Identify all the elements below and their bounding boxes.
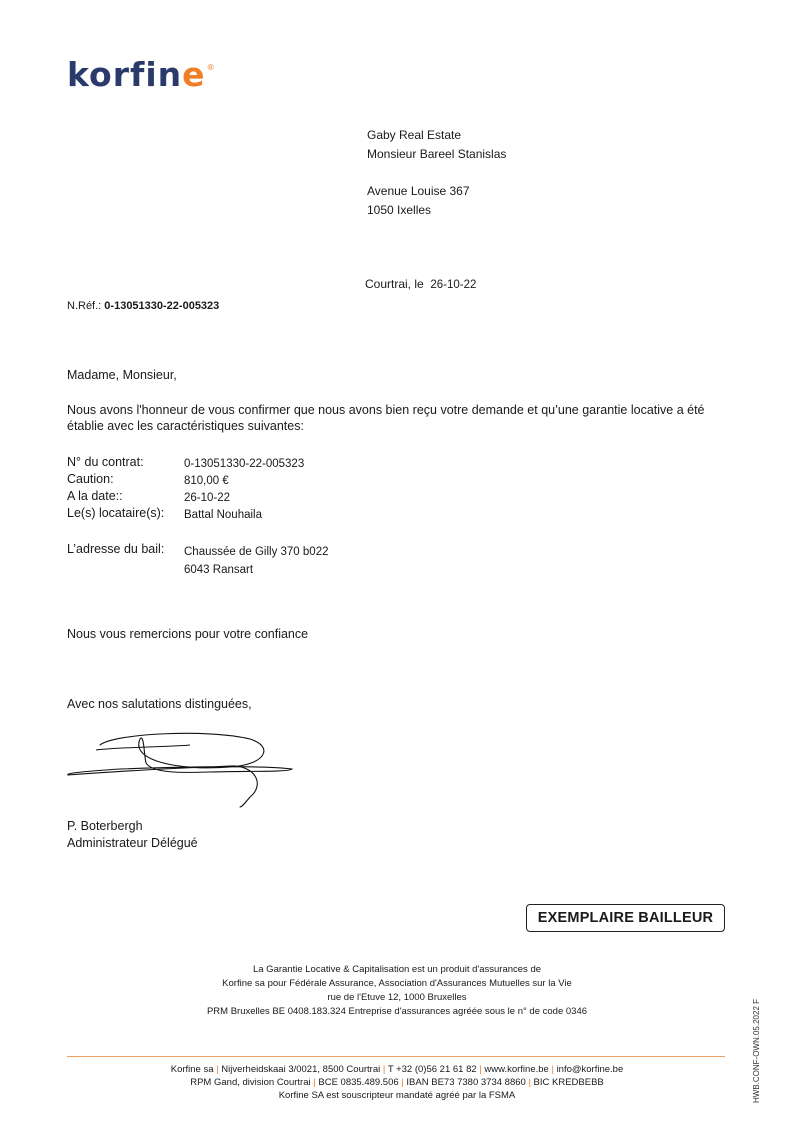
- lease-address: L’adresse du bail: Chaussée de Gilly 370 b022 6043 Ransart: [67, 542, 329, 576]
- recipient-address: [367, 126, 506, 220]
- website-link[interactable]: www.korfine.be: [484, 1064, 549, 1075]
- recipient-street: Avenue Louise 367: [367, 184, 470, 198]
- recipient-person: Monsieur Bareel Stanislas: [367, 147, 507, 161]
- footer-divider: [67, 1056, 725, 1057]
- korfine-logo: korfine®: [67, 55, 216, 94]
- thanks-text: Nous vous remercions pour votre confiance: [67, 627, 309, 641]
- detail-row: A la date:: 26-10-22: [67, 489, 231, 504]
- legal-notice: La Garantie Locative & Capitalisation est un produit d'assurances de Korfine sa pour Fédérale Assurance, Association d'Assurances Mutuelles sur la Vie rue de l'Etuve 12, 1000 Bruxelles PRM Bruxelles BE 0408.183.324 Entreprise d'assurances agréée sous le n° de code 0346: [206, 964, 588, 1017]
- contract-details: [67, 455, 304, 523]
- detail-row: Caution: 810,00 €: [67, 472, 229, 487]
- salutation: Madame, Monsieur,: [67, 368, 177, 382]
- signer-block: [67, 818, 198, 852]
- reference: N.Réf.: 0-13051330-22-005323: [67, 300, 220, 312]
- copy-stamp: EXEMPLAIRE BAILLEUR: [526, 904, 725, 932]
- detail-row: Le(s) locataire(s): Battal Nouhaila: [67, 506, 262, 521]
- recipient-company: Gaby Real Estate: [367, 128, 462, 142]
- email-link[interactable]: info@korfine.be: [556, 1064, 624, 1075]
- signature: [60, 725, 310, 815]
- recipient-city: 1050 Ixelles: [367, 203, 432, 217]
- detail-row: N° du contrat: 0-13051330-22-005323: [67, 455, 305, 470]
- form-code: HWB.CONF-OWN.05.2022 F: [752, 998, 761, 1103]
- footer: Korfine sa | Nijverheidskaai 3/0021, 8500 Courtrai | T +32 (0)56 21 61 82 | www.korfine.be | info@korfine.be RPM Gand, division Courtrai | BCE 0835.489.506 | IBAN BE73 7380 3734 8860 | BIC KREDBEBB Korfine SA est souscripteur mandaté agréé par la FSMA: [170, 1064, 624, 1101]
- letter-date: Courtrai, le 26-10-22: [365, 277, 477, 291]
- closing-text: Avec nos salutations distinguées,: [67, 697, 252, 711]
- signer-name: P. Boterbergh: [67, 819, 143, 833]
- signer-title: Administrateur Délégué: [67, 836, 198, 850]
- intro-paragraph: Nous avons l'honneur de vous confirmer que nous avons bien reçu votre demande et qu’une garantie locative a été établie avec les caractéristiques suivantes:: [67, 403, 705, 433]
